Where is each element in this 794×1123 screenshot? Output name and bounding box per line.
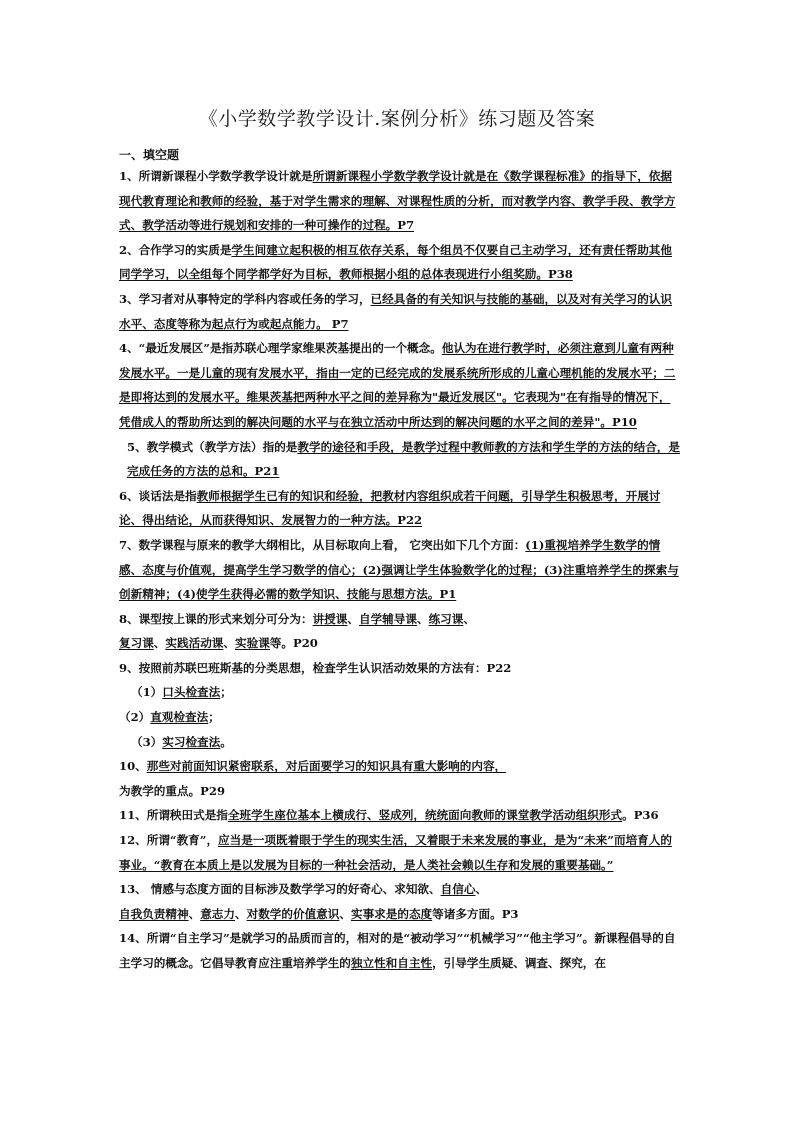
separator: 、 [416, 611, 429, 626]
question-text: 4、“最近发展区”是指苏联心理学家维果茨基提出的一个概念。 [119, 341, 442, 356]
question-8 [119, 607, 681, 656]
answer-text: 全班学生座位基本上横成行、竖成列，统统面向教师的课堂教学活动组织形式 [227, 808, 623, 823]
answer-text: 复习课 [119, 636, 154, 651]
answer-text: 学生间建立起积极的相互依存关系，每个组员不仅要自己主动学习，还有责任帮助其他同学学习，以全组每个同学都学好为目标，教师根据小组的总体表现进行小组奖励。P38 [119, 242, 672, 282]
answer-text: 自信心 [440, 882, 476, 897]
question-text: 5、教学模式（教学方法）指的是 [127, 439, 298, 454]
question-9-sub-3 [119, 730, 681, 755]
question-list [119, 164, 681, 976]
question-text: 2、合作学习的实质是 [119, 242, 232, 257]
answer-text: 实践活动课 [165, 636, 224, 651]
question-text: 9、按照前苏联巴班斯基的分类思想，检查学生认识活动效果的方法有：P22 [119, 660, 512, 675]
question-text: 为教学的重点。P29 [119, 783, 226, 798]
separator: 、 [188, 906, 201, 921]
question-text: 3、学习者对从事特定的学科内容或任务的学习， [119, 291, 371, 306]
question-5 [119, 435, 681, 484]
question-text: 12、所谓“教育”， [119, 833, 219, 848]
separator: 、 [223, 636, 235, 651]
answer-text: 意志力 [200, 906, 235, 921]
separator: ； [208, 710, 220, 725]
question-text: ，引导学生质疑、调查、探究，在 [432, 956, 606, 970]
question-9 [119, 656, 681, 681]
question-7 [119, 533, 681, 607]
question-text: 10、 [119, 759, 147, 774]
answer-text: 实习检查法 [162, 734, 221, 749]
question-text: 。P36 [622, 808, 659, 823]
question-12 [119, 828, 681, 877]
question-text: 6、谈话法是指 [119, 488, 197, 503]
page-title: 《小学数学教学设计.案例分析》练习题及答案 [198, 108, 596, 130]
question-9-sub-2 [119, 705, 681, 730]
separator: 、 [347, 611, 359, 626]
question-1 [119, 164, 681, 238]
question-text: 11、所谓秧田式是指 [119, 808, 228, 823]
question-text: 8、课型按上课的形式来划分可分为： [119, 611, 313, 626]
answer-text: 教师根据学生已有的知识和经验，把教材内容组织成若干问题，引导学生积极思考，开展讨论、得出结论，从而获得知识、发展智力的一种方法。P22 [119, 488, 661, 528]
question-text: 14、所谓“自主学习”是就学习的品质而言的，相对的是“被动学习”“机械学习”“他主学习”。新课程倡导的自主学习的概念。它倡导教育应注重培养学生的 [119, 931, 676, 970]
answer-text: 教学的途径和手段，是教学过程中教师教的方法和学生学的方法的结合，是完成任务的方法的总和。P21 [127, 439, 680, 479]
answer-text: 那些对前面知识紧密联系，对后面要学习的知识具有重大影响的内容， [146, 759, 507, 774]
separator: ； [220, 685, 232, 700]
answer-text: 自学辅导课 [358, 611, 417, 626]
separator: 。 [220, 734, 232, 749]
answer-text: 已经具备的有关知识与技能的基础，以及对有关学习的认识水平、态度等称为起点行为或起点能力。 P7 [119, 291, 672, 331]
question-text: 等。P20 [269, 636, 318, 651]
section-heading: 一、填空题 [119, 148, 180, 162]
question-text: 等诸多方面。P3 [432, 906, 519, 921]
question-13 [119, 877, 681, 926]
sub-number: （1） [131, 685, 163, 700]
question-14 [119, 926, 681, 975]
separator: 、 [153, 636, 166, 651]
sub-number: （3） [131, 734, 163, 749]
answer-text: 他认为在进行教学时，必须注意到儿童有两种发展水平。一是儿童的现有发展水平，指由一定的已经完成的发展系统所形成的儿童心理机能的发展水平；二是即将达到的发展水平。维果茨基把两种水平之间的差异称为"最近发展区"。它表现为"在有指导的情况下，凭借成人的帮助所达到的解决问题的水平与在独立活动中所达到的解决问题的水平之间的差异"。P10 [119, 341, 676, 429]
answer-text: 讲授课 [312, 611, 348, 626]
answer-text: 实验课 [235, 636, 270, 651]
answer-text: 练习课 [428, 611, 464, 626]
question-4 [119, 336, 681, 434]
answer-text: 所谓新课程小学数学教学设计就是在《数学课程标准》的指导下，依据现代教育理论和教师的经验，基于对学生需求的理解、对课程性质的分析，而对教学内容、教学手段、教学方式、教学活动等进行规划和安排的一种可操作的过程。P7 [119, 169, 676, 233]
separator: 、 [475, 882, 488, 897]
answer-text: 对数学的价值意识 [246, 906, 340, 921]
separator: 、 [463, 611, 475, 626]
question-text: 13、 情感与态度方面的目标涉及数学学习的好奇心、求知欲、 [119, 882, 441, 897]
question-6 [119, 484, 681, 533]
question-9-sub-1 [119, 680, 681, 705]
question-10 [119, 754, 681, 803]
separator: 、 [234, 906, 247, 921]
question-3 [119, 287, 681, 336]
answer-text: (1)重视培养学生数学的情感、态度与价值观，提高学生学习数学的信心；(2)强调让学生体验数学化的过程；(3)注重培养学生的探索与创新精神；(4)使学生获得必需的数学知识、技能与思想方法。P1 [119, 537, 679, 602]
question-text: 7、数学课程与原来的教学大纲相比，从目标取向上看， 它突出如下几个方面： [119, 537, 526, 552]
separator: 、 [339, 906, 351, 921]
answer-text: 自我负责精神 [119, 906, 189, 921]
answer-text: 直观检查法 [150, 710, 209, 725]
question-text: 1、所谓新课程小学数学教学设计就是 [119, 169, 313, 183]
answer-text: 应当是一项既着眼于学生的现实生活，又着眼于未来发展的事业，是为“未来”而培育人的事业。“教育在本质上是以发展为目标的一种社会活动，是人类社会赖以生存和发展的重要基础。” [119, 833, 672, 872]
question-11 [119, 803, 681, 828]
answer-text: 口头检查法 [162, 685, 221, 700]
answer-text: 独立性和自主性 [350, 956, 433, 970]
answer-text: 实事求是的态度 [350, 906, 433, 921]
sub-number: （2） [119, 710, 151, 725]
question-2 [119, 238, 681, 287]
